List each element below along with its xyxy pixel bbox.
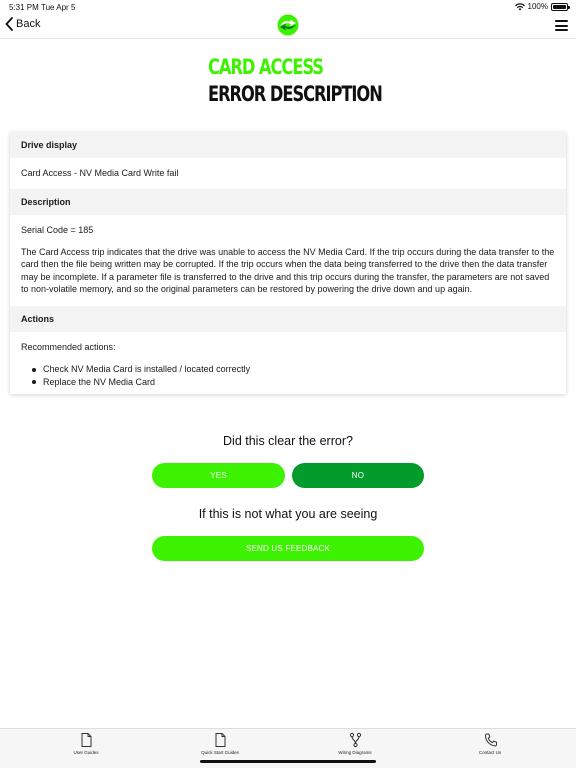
not-seeing-text: If this is not what you are seeing (198, 507, 378, 521)
brand-logo-icon (277, 14, 299, 36)
home-indicator[interactable] (200, 760, 376, 763)
battery-icon (551, 3, 568, 11)
back-label: Back (16, 18, 41, 30)
battery-percent: 100% (527, 2, 548, 11)
no-button[interactable]: NO (292, 463, 424, 488)
tab-label: Wiring Diagrams (338, 750, 372, 755)
actions-body (10, 332, 566, 389)
yes-button[interactable]: YES (152, 463, 285, 488)
wiring-icon (348, 732, 363, 748)
page-heading (208, 54, 410, 108)
tab-contact-us[interactable] (450, 732, 530, 755)
tab-label: User Guides (73, 750, 99, 755)
tab-user-guides[interactable] (46, 732, 126, 755)
status-date: Tue Apr 5 (41, 3, 76, 12)
phone-icon (483, 732, 498, 748)
tab-label: Contact Us (478, 750, 502, 755)
heading-line2: ERROR DESCRIPTION (208, 82, 382, 106)
wifi-icon (515, 3, 525, 11)
list-item: Replace the NV Media Card (32, 376, 555, 389)
clear-error-question: Did this clear the error? (223, 434, 353, 448)
drive-display-value: Card Access - NV Media Card Write fail (21, 168, 179, 179)
chevron-left-icon (5, 17, 13, 31)
status-bar (0, 0, 576, 14)
description-text: The Card Access trip indicates that the drive was unable to access the NV Media Card. If the trip occurs during the data transfer to the card then the file being written may be corrupted. If the trip occurs when the data being transferred to the drive then the data transfer may be incomplete. If a parameter file is transferred to the drive and this trip occurs during the transfer, the parameters are not saved to non-volatile memory, and so the original parameters can be restored by powering the drive down and up again. (21, 246, 555, 294)
nav-bar (0, 14, 576, 39)
actions-list (21, 363, 555, 388)
tab-quick-start-guides[interactable] (180, 732, 260, 755)
document-icon (213, 732, 228, 748)
tab-label: Quick Start Guides (201, 750, 239, 755)
tab-wiring-diagrams[interactable] (315, 732, 395, 755)
document-icon (79, 732, 94, 748)
status-time: 5:31 PM (9, 3, 39, 12)
hamburger-menu-icon[interactable] (555, 20, 568, 31)
list-item: Check NV Media Card is installed / located correctly (32, 363, 555, 376)
back-button[interactable] (5, 17, 40, 31)
actions-intro: Recommended actions: (21, 341, 116, 352)
drive-display-header: Drive display (10, 132, 566, 158)
description-body (10, 215, 566, 306)
status-right (515, 2, 568, 11)
send-feedback-button[interactable]: SEND US FEEDBACK (152, 536, 424, 561)
description-header: Description (10, 189, 566, 215)
actions-header: Actions (10, 306, 566, 332)
serial-code: Serial Code = 185 (21, 225, 94, 235)
heading-line1: CARD ACCESS (208, 55, 323, 79)
error-info-card (10, 132, 566, 394)
